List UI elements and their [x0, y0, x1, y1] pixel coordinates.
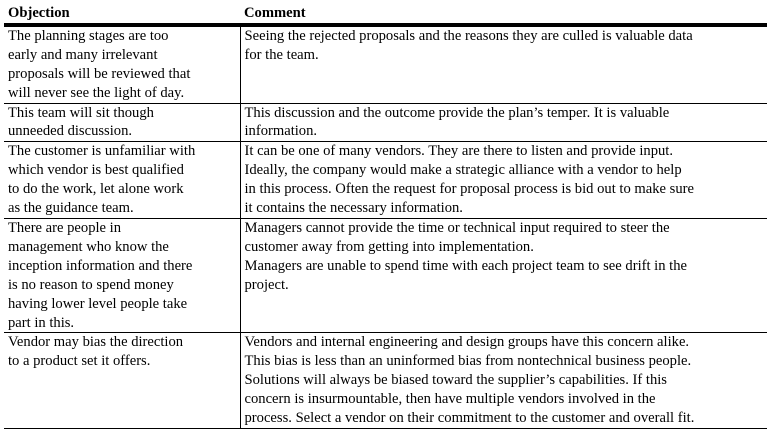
comment-text-line: It can be one of many vendors. They are there to listen and provide input.	[244, 143, 673, 160]
comment-text-line: information.	[244, 123, 318, 140]
comment-text-line: Solutions will always be biased toward the supplier’s capabilities. If this	[244, 372, 667, 389]
comment-text-line: process. Select a vendor on their commitment to the customer and overall fit.	[244, 410, 695, 427]
objection-text-line: to a product set it offers.	[8, 353, 151, 370]
objection-text-line: Vendor may bias the direction	[8, 334, 184, 351]
comment-text-line: This discussion and the outcome provide the plan’s temper. It is valuable	[244, 104, 670, 121]
table-row	[4, 333, 767, 429]
objection-text-line: unneeded discussion.	[8, 123, 133, 140]
table-body	[4, 25, 767, 429]
comment-text-line: Managers are unable to spend time with each project team to see drift in the	[244, 257, 688, 274]
objection-text-line: The planning stages are too	[8, 27, 169, 44]
objection-cell	[4, 218, 240, 332]
table-row	[4, 218, 767, 332]
comment-text-line: concern is insurmountable, then have multiple vendors involved in the	[244, 391, 656, 408]
comment-text-line: customer away from getting into implementation.	[244, 238, 534, 255]
comment-text-line: Managers cannot provide the time or technical input required to steer the	[244, 219, 670, 236]
comment-cell	[240, 25, 767, 103]
comment-text-line: for the team.	[244, 46, 319, 63]
objection-cell	[4, 333, 240, 429]
comment-cell	[240, 333, 767, 429]
comment-cell	[240, 142, 767, 219]
objection-cell	[4, 103, 240, 142]
comment-text-line: This bias is less than an uninformed bias from nontechnical business people.	[244, 353, 692, 370]
comment-header: Comment	[240, 2, 767, 25]
header-row	[4, 2, 767, 25]
objection-text-line: proposals will be reviewed that	[8, 65, 191, 82]
objection-text-line: inception information and there	[8, 257, 193, 274]
comment-text-line: it contains the necessary information.	[244, 200, 463, 217]
objection-text-line: early and many irrelevant	[8, 46, 158, 63]
objection-text-line: as the guidance team.	[8, 200, 134, 217]
objection-text-line: is no reason to spend money	[8, 276, 174, 293]
objection-text-line: to do the work, let alone work	[8, 181, 184, 198]
objection-text-line: There are people in	[8, 219, 122, 236]
table-row	[4, 25, 767, 103]
comment-text-line: in this process. Often the request for proposal process is bid out to make sure	[244, 181, 694, 198]
comment-text-line: project.	[244, 276, 289, 293]
objection-text-line: having lower level people take	[8, 295, 188, 312]
objection-text-line: This team will sit though	[8, 104, 154, 121]
objection-cell	[4, 142, 240, 219]
objection-text-line: management who know the	[8, 238, 169, 255]
comment-text-line: Seeing the rejected proposals and the reasons they are culled is valuable data	[244, 27, 693, 44]
comment-cell	[240, 218, 767, 332]
objection-header: Objection	[4, 2, 240, 25]
objection-text-line: The customer is unfamiliar with	[8, 143, 196, 160]
objection-comment-table	[4, 2, 767, 429]
table-row	[4, 103, 767, 142]
objection-text-line: which vendor is best qualified	[8, 162, 184, 179]
objection-cell	[4, 25, 240, 103]
objection-text-line: will never see the light of day.	[8, 84, 185, 101]
comment-text-line: Ideally, the company would make a strategic alliance with a vendor to help	[244, 162, 682, 179]
objection-text-line: part in this.	[8, 314, 75, 331]
comment-cell	[240, 103, 767, 142]
table-row	[4, 142, 767, 219]
comment-text-line: Vendors and internal engineering and design groups have this concern alike.	[244, 334, 690, 351]
